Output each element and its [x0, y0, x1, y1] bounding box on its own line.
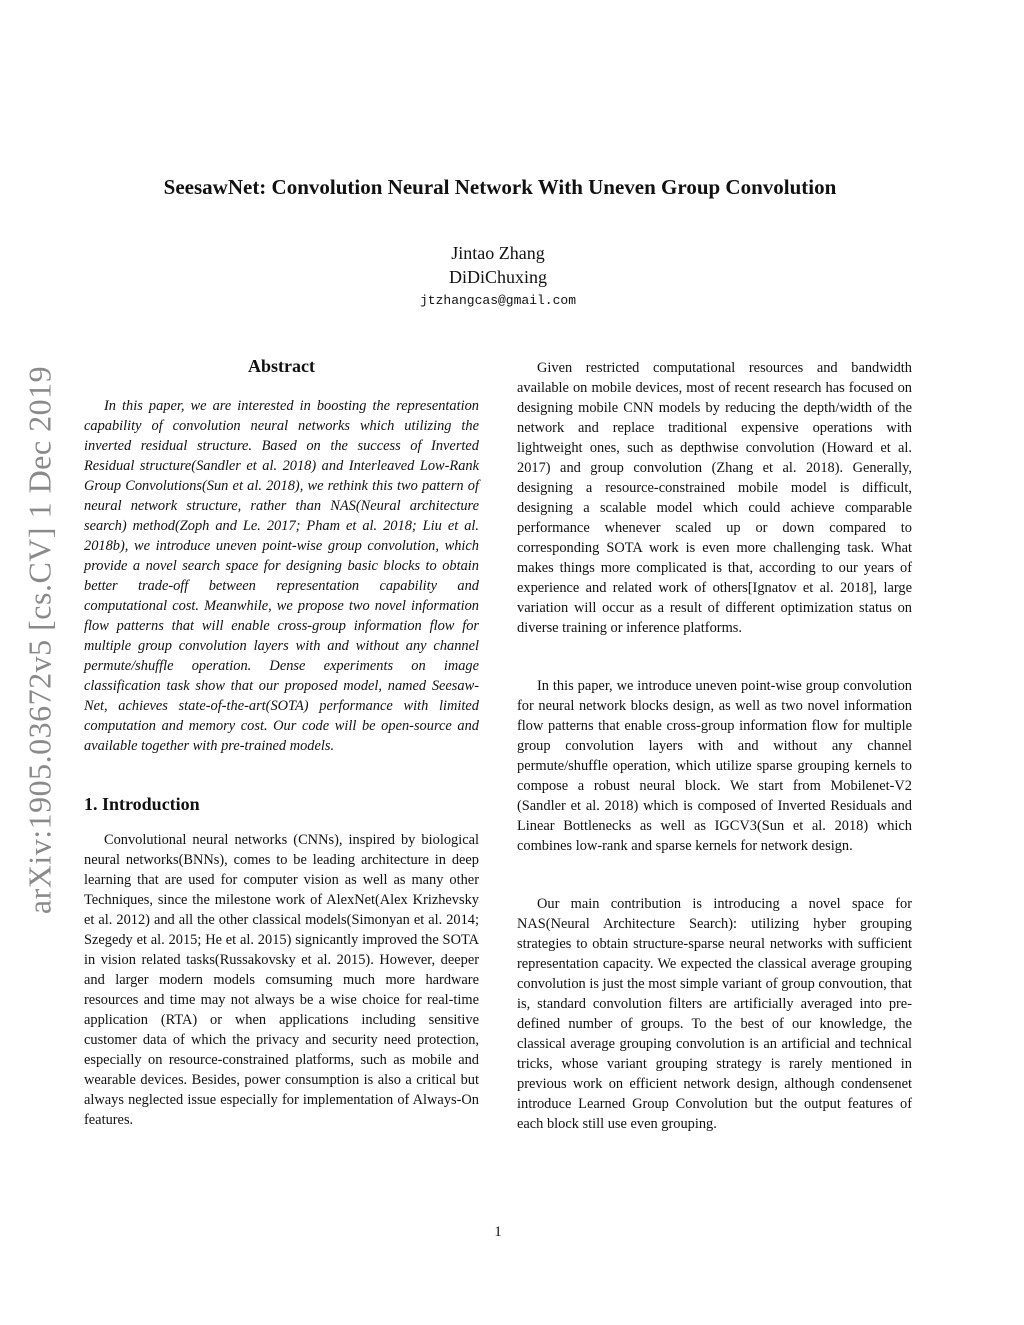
introduction-paragraph-2: Given restricted computational resources and bandwidth available on mobile devices, most of recent research has focused on designing mobile CNN models by reducing the depth/width of the network and replace traditional expensive operations with lightweight ones, such as depthwise convolution (Howard et al. 2017) and group convolution (Zhang et al. 2018). Generally, designing a resource-constrained mobile model is difficult, designing a scalable model which could achieve comparable performance whenever scaled up or down compared to corresponding SOTA work is even more challenging task. What makes things more complicated is that, according to our years of experience and related work of others[Ignatov et al. 2018], large variation will occur as a result of different optimization status on diverse training or inference platforms. [517, 360, 912, 636]
right-column [517, 358, 912, 1134]
paper-title: SeesawNet: Convolution Neural Network With Uneven Group Convolution [163, 175, 837, 199]
author-name: Jintao Zhang [451, 243, 545, 263]
page-number: 1 [494, 1224, 502, 1240]
author-affiliation: DiDiChuxing [448, 267, 547, 287]
abstract-heading: Abstract [248, 356, 315, 376]
abstract-body: In this paper, we are interested in boosting the representation capability of convolution neural networks which utilizing the inverted residual structure. Based on the success of Inverted Residual structure(Sandler et al. 2018) and Interleaved Low-Rank Group Convolutions(Sun et al. 2018), we rethink this two pattern of neural network structure, rather than NAS(Neural architecture search) method(Zoph and Le. 2017; Pham et al. 2018; Liu et al. 2018b), we introduce uneven point-wise group convolution, which provide a novel search space for designing basic blocks to obtain better trade-off between representation capability and computational cost. Meanwhile, we propose two novel information flow patterns that will enable cross-group information flow for multiple group convolution layers with and without any channel permute/shuffle operation. Dense experiments on image classification task show that our proposed model, named Seesaw-Net, achieves state-of-the-art(SOTA) performance with limited computation and memory cost. Our code will be open-source and available together with pre-trained models. [84, 398, 479, 754]
introduction-heading: 1. Introduction [84, 794, 200, 814]
left-column [84, 354, 479, 1130]
introduction-paragraph-4: Our main contribution is introducing a novel space for NAS(Neural Architecture Search): utilizing hyber grouping strategies to obtain structure-sparse neural networks with sufficient representation capacity. We expected the classical average grouping convolution is just the most simple variant of group convoution, that is, standard convolution filters are artificially averaged into pre-defined number of groups. To the best of our knowledge, the classical average grouping convolution is an artificial and technical tricks, whose variant grouping strategy is rarely mentioned in previous work on efficient network design, although condensenet introduce Learned Group Convolution but the output features of each block still use even grouping. [517, 896, 912, 1132]
introduction-paragraph-3: In this paper, we introduce uneven point-wise group convolution for neural network blocks design, as well as two novel information flow patterns that enable cross-group information flow for multiple group convolution layers with and without any channel permute/shuffle operation, which utilize sparse grouping kernels to compose a robust neural block. We start from Mobilenet-V2 (Sandler et al. 2018) which is composed of Inverted Residuals and Linear Bottlenecks as well as IGCV3(Sun et al. 2018) which combines low-rank and sparse kernels for network design. [517, 678, 912, 854]
author-email: jtzhangcas@gmail.com [419, 293, 577, 308]
arxiv-identifier: arXiv:1905.03672v5 [cs.CV] 1 Dec 2019 [21, 365, 58, 915]
introduction-paragraph-1: Convolutional neural networks (CNNs), inspired by biological neural networks(BNNs), comes to be leading architecture in deep learning that are used for computer vision as well as many other Techniques, since the milestone work of AlexNet(Alex Krizhevsky et al. 2012) and all the other classical models(Simonyan et al. 2014; Szegedy et al. 2015; He et al. 2015) signicantly improved the SOTA in vision related tasks(Russakovsky et al. 2015). However, deeper and larger modern models comsuming much more hardware resources and time may not always be a wise choice for real-time application (RTA) or when applications including sensitive customer data of which the privacy and security need protection, especially on resource-constrained platforms, such as mobile and wearable devices. Besides, power consumption is also a critical but always neglected issue especially for implementation of Always-On features. [84, 832, 479, 1128]
